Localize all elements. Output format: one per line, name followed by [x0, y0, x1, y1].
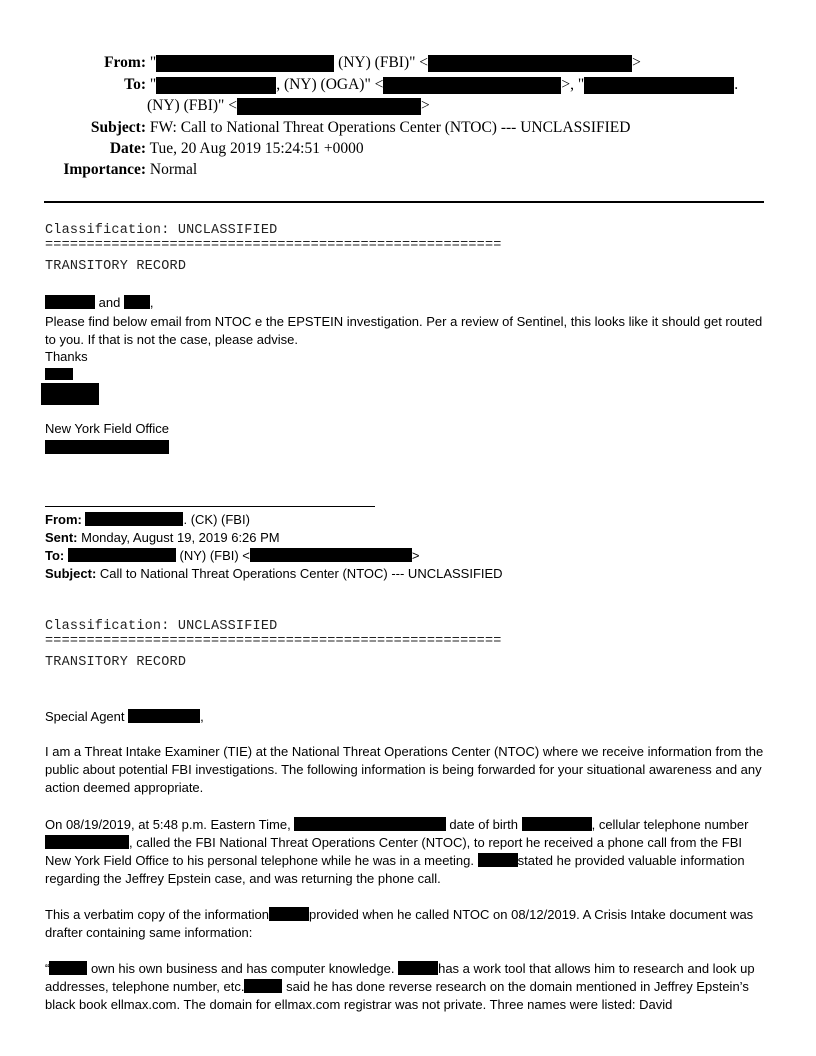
p4-text-b: has a work tool that allows him to research and look up addresses, telephone number, etc.	[45, 961, 755, 994]
salutation-text: Special Agent	[45, 709, 129, 724]
banner-separator: =======================================================	[45, 238, 502, 253]
original-sent-value: Monday, August 19, 2019 6:26 PM	[81, 530, 280, 545]
header-from-row	[60, 53, 760, 73]
original-sent-label: Sent:	[45, 530, 78, 545]
date-value: Tue, 20 Aug 2019 15:24:51 +0000	[149, 140, 364, 157]
transitory-record-label: TRANSITORY RECORD	[45, 655, 187, 670]
salutation-end: ,	[200, 709, 204, 724]
paragraph-4	[45, 960, 770, 1014]
to-line2-close: >	[420, 97, 430, 114]
redaction-block	[68, 548, 176, 562]
redaction-block	[294, 817, 446, 831]
banner-separator: =======================================================	[45, 634, 502, 649]
transitory-record-label: TRANSITORY RECORD	[45, 259, 187, 274]
redaction-block	[45, 835, 129, 849]
header-subject-row	[60, 118, 630, 138]
from-close: >	[632, 54, 641, 71]
redaction-block	[41, 383, 99, 405]
redaction-block	[269, 907, 309, 921]
original-subject-label: Subject:	[45, 566, 97, 581]
classification-banner: Classification: UNCLASSIFIED	[45, 223, 278, 238]
p2-text-e: stated he provided valuable information regarding the Jeffrey Epstein case, and was returning the phone call.	[45, 853, 745, 886]
from-sender-org: (NY) (FBI)" <	[334, 54, 429, 71]
redaction-block	[49, 961, 87, 975]
p4-text-a: own his own business and has computer knowledge.	[87, 961, 399, 976]
p3-text-b: provided when he called NTOC on 08/12/2019. A Crisis Intake document was drafter containing same information:	[45, 907, 754, 940]
office-name: New York Field Office	[45, 421, 170, 436]
redaction-block	[124, 295, 150, 309]
p2-text-d: , called the FBI National Threat Operations Center (NTOC), to report he received a phone call from the FBI New York Field Office to his personal telephone while he was in a meeting.	[45, 835, 742, 868]
to-separator: >, "	[561, 76, 585, 93]
paragraph-2	[45, 816, 770, 888]
header-divider	[44, 201, 764, 203]
original-from-value: . (CK) (FBI)	[183, 512, 250, 527]
from-quote: "	[149, 54, 157, 71]
original-message-divider	[45, 506, 375, 507]
redaction-block	[128, 709, 200, 723]
paragraph-1: I am a Threat Intake Examiner (TIE) at the National Threat Operations Center (NTOC) where we receive information from the public about potential FBI investigations. The following information is being forwarded for your situational awareness and any action deemed appropriate.	[45, 744, 764, 795]
redaction-block	[45, 295, 95, 309]
p3-text-a: This a verbatim copy of the information	[45, 907, 269, 922]
redaction-block	[522, 817, 592, 831]
to-dot: .	[734, 76, 739, 93]
classification-banner: Classification: UNCLASSIFIED	[45, 619, 278, 634]
importance-label: Importance:	[63, 161, 146, 178]
redaction-block	[156, 55, 334, 72]
header-date-row	[60, 139, 364, 159]
original-from-row	[45, 511, 770, 529]
redaction-block	[156, 77, 276, 94]
redaction-block	[428, 55, 632, 72]
redaction-block	[237, 98, 421, 115]
from-label: From:	[104, 54, 146, 71]
salutation	[45, 708, 770, 726]
p2-text-c: , cellular telephone number	[591, 817, 749, 832]
importance-value: Normal	[149, 161, 198, 178]
original-to-label: To:	[45, 548, 65, 563]
header-to-row-2	[147, 96, 430, 116]
date-label: Date:	[109, 140, 146, 157]
forward-body: Please find below email from NTOC e the EPSTEIN investigation. Per a review of Sentinel, this looks like it should get routed to you. If that is not the case, please advise.	[45, 314, 763, 347]
greeting-and: and	[95, 295, 124, 310]
redaction-block	[478, 853, 518, 867]
redaction-block	[398, 961, 438, 975]
subject-label: Subject:	[90, 119, 146, 136]
paragraph-3	[45, 906, 770, 942]
to-line2-org: (NY) (FBI)" <	[147, 97, 237, 114]
redaction-block	[584, 77, 734, 94]
to-label: To:	[124, 76, 146, 93]
redaction-block	[45, 368, 73, 380]
original-to-row	[45, 547, 770, 565]
original-to-value: (NY) (FBI) <	[175, 548, 250, 563]
header-to-row	[60, 75, 780, 95]
redaction-block	[250, 548, 412, 562]
original-from-label: From:	[45, 512, 82, 527]
to-recipient-org: , (NY) (OGA)" <	[276, 76, 384, 93]
forward-greeting	[45, 294, 770, 312]
original-subject-value: Call to National Threat Operations Center (NTOC) --- UNCLASSIFIED	[99, 566, 503, 581]
forward-thanks: Thanks	[45, 349, 88, 364]
original-subject-row	[45, 565, 770, 583]
redaction-block	[383, 77, 561, 94]
greeting-comma: ,	[149, 295, 154, 310]
header-importance-row	[60, 160, 197, 180]
p2-text-a: On 08/19/2019, at 5:48 p.m. Eastern Time,	[45, 817, 291, 832]
original-sent-row	[45, 529, 770, 547]
to-quote: "	[149, 76, 157, 93]
p4-open-quote: “	[45, 961, 50, 976]
redaction-block	[85, 512, 183, 526]
original-to-close: >	[411, 548, 420, 563]
subject-value: FW: Call to National Threat Operations Center (NTOC) --- UNCLASSIFIED	[149, 119, 631, 136]
p4-text-c: said he has done reverse research on the domain mentioned in Jeffrey Epstein’s black book ellmax.com. The domain for ellmax.com registrar was not private. Three names were listed: David	[45, 979, 749, 1012]
redaction-block	[45, 440, 169, 454]
redaction-block	[244, 979, 282, 993]
p2-text-b: date of birth	[445, 817, 522, 832]
